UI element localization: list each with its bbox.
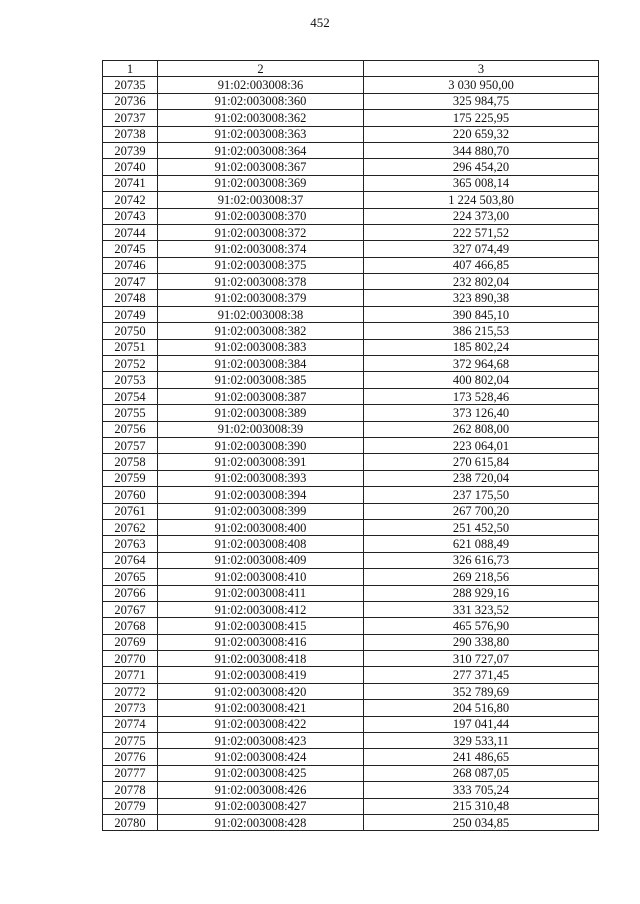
table-row (103, 142, 599, 158)
cadastral-number-cell: 91:02:003008:360 (158, 93, 364, 109)
table-row (103, 241, 599, 257)
table-row (103, 323, 599, 339)
cadastral-value-cell: 241 486,65 (364, 749, 599, 765)
table-header-row (103, 61, 599, 77)
table-row (103, 372, 599, 388)
row-number-cell: 20746 (103, 257, 158, 273)
row-number-cell: 20762 (103, 519, 158, 535)
cadastral-value-cell: 237 175,50 (364, 487, 599, 503)
table-row (103, 601, 599, 617)
cadastral-value-cell: 290 338,80 (364, 634, 599, 650)
cadastral-number-cell: 91:02:003008:36 (158, 77, 364, 93)
cadastral-value-cell: 386 215,53 (364, 323, 599, 339)
cadastral-value-cell: 621 088,49 (364, 536, 599, 552)
cadastral-number-cell: 91:02:003008:37 (158, 192, 364, 208)
table-row (103, 683, 599, 699)
row-number-cell: 20753 (103, 372, 158, 388)
row-number-cell: 20772 (103, 683, 158, 699)
row-number-cell: 20768 (103, 618, 158, 634)
cadastral-number-cell: 91:02:003008:425 (158, 765, 364, 781)
row-number-cell: 20736 (103, 93, 158, 109)
table-row (103, 667, 599, 683)
cadastral-value-cell: 327 074,49 (364, 241, 599, 257)
row-number-cell: 20756 (103, 421, 158, 437)
row-number-cell: 20778 (103, 782, 158, 798)
row-number-cell: 20747 (103, 274, 158, 290)
table-row (103, 77, 599, 93)
cadastral-value-cell: 344 880,70 (364, 142, 599, 158)
cadastral-number-cell: 91:02:003008:416 (158, 634, 364, 650)
table-row (103, 765, 599, 781)
row-number-cell: 20766 (103, 585, 158, 601)
row-number-cell: 20773 (103, 700, 158, 716)
cadastral-value-cell: 352 789,69 (364, 683, 599, 699)
cadastral-value-cell: 224 373,00 (364, 208, 599, 224)
cadastral-value-cell: 268 087,05 (364, 765, 599, 781)
row-number-cell: 20743 (103, 208, 158, 224)
row-number-cell: 20748 (103, 290, 158, 306)
cadastral-number-cell: 91:02:003008:374 (158, 241, 364, 257)
table-row (103, 306, 599, 322)
cadastral-number-cell: 91:02:003008:420 (158, 683, 364, 699)
cadastral-number-cell: 91:02:003008:408 (158, 536, 364, 552)
cadastral-number-cell: 91:02:003008:379 (158, 290, 364, 306)
table-row (103, 421, 599, 437)
cadastral-value-cell: 325 984,75 (364, 93, 599, 109)
table-row (103, 503, 599, 519)
cadastral-number-cell: 91:02:003008:400 (158, 519, 364, 535)
row-number-cell: 20780 (103, 814, 158, 830)
table-row (103, 733, 599, 749)
cadastral-number-cell: 91:02:003008:369 (158, 175, 364, 191)
cadastral-number-cell: 91:02:003008:410 (158, 569, 364, 585)
table-row (103, 716, 599, 732)
cadastral-value-cell: 220 659,32 (364, 126, 599, 142)
table-row (103, 634, 599, 650)
cadastral-number-cell: 91:02:003008:382 (158, 323, 364, 339)
cadastral-value-cell: 3 030 950,00 (364, 77, 599, 93)
registry-table (102, 60, 599, 831)
cadastral-value-cell: 232 802,04 (364, 274, 599, 290)
table-row (103, 192, 599, 208)
table-row (103, 339, 599, 355)
row-number-cell: 20761 (103, 503, 158, 519)
cadastral-number-cell: 91:02:003008:418 (158, 651, 364, 667)
table-row (103, 651, 599, 667)
cadastral-number-cell: 91:02:003008:394 (158, 487, 364, 503)
cadastral-value-cell: 175 225,95 (364, 110, 599, 126)
cadastral-value-cell: 390 845,10 (364, 306, 599, 322)
table-row (103, 552, 599, 568)
cadastral-number-cell: 91:02:003008:387 (158, 388, 364, 404)
table-row (103, 257, 599, 273)
page-number: 452 (310, 15, 330, 30)
cadastral-number-cell: 91:02:003008:375 (158, 257, 364, 273)
column-header-2: 2 (158, 61, 364, 77)
cadastral-value-cell: 262 808,00 (364, 421, 599, 437)
cadastral-value-cell: 400 802,04 (364, 372, 599, 388)
row-number-cell: 20767 (103, 601, 158, 617)
cadastral-value-cell: 267 700,20 (364, 503, 599, 519)
cadastral-number-cell: 91:02:003008:370 (158, 208, 364, 224)
row-number-cell: 20759 (103, 470, 158, 486)
cadastral-number-cell: 91:02:003008:412 (158, 601, 364, 617)
row-number-cell: 20755 (103, 405, 158, 421)
row-number-cell: 20738 (103, 126, 158, 142)
cadastral-value-cell: 173 528,46 (364, 388, 599, 404)
cadastral-number-cell: 91:02:003008:409 (158, 552, 364, 568)
row-number-cell: 20775 (103, 733, 158, 749)
row-number-cell: 20750 (103, 323, 158, 339)
cadastral-number-cell: 91:02:003008:424 (158, 749, 364, 765)
table-row (103, 110, 599, 126)
cadastral-value-cell: 407 466,85 (364, 257, 599, 273)
cadastral-value-cell: 326 616,73 (364, 552, 599, 568)
cadastral-value-cell: 238 720,04 (364, 470, 599, 486)
row-number-cell: 20757 (103, 437, 158, 453)
table-row (103, 487, 599, 503)
cadastral-value-cell: 204 516,80 (364, 700, 599, 716)
cadastral-value-cell: 277 371,45 (364, 667, 599, 683)
cadastral-number-cell: 91:02:003008:426 (158, 782, 364, 798)
cadastral-number-cell: 91:02:003008:419 (158, 667, 364, 683)
table-row (103, 700, 599, 716)
table-row (103, 175, 599, 191)
table-row (103, 618, 599, 634)
table-row (103, 93, 599, 109)
cadastral-value-cell: 365 008,14 (364, 175, 599, 191)
row-number-cell: 20758 (103, 454, 158, 470)
cadastral-number-cell: 91:02:003008:363 (158, 126, 364, 142)
row-number-cell: 20769 (103, 634, 158, 650)
cadastral-number-cell: 91:02:003008:378 (158, 274, 364, 290)
cadastral-value-cell: 223 064,01 (364, 437, 599, 453)
row-number-cell: 20774 (103, 716, 158, 732)
table-row (103, 224, 599, 240)
cadastral-number-cell: 91:02:003008:415 (158, 618, 364, 634)
table-row (103, 798, 599, 814)
cadastral-value-cell: 329 533,11 (364, 733, 599, 749)
cadastral-number-cell: 91:02:003008:384 (158, 356, 364, 372)
table-row (103, 388, 599, 404)
row-number-cell: 20745 (103, 241, 158, 257)
cadastral-value-cell: 310 727,07 (364, 651, 599, 667)
table-row (103, 208, 599, 224)
cadastral-number-cell: 91:02:003008:422 (158, 716, 364, 732)
row-number-cell: 20777 (103, 765, 158, 781)
cadastral-number-cell: 91:02:003008:427 (158, 798, 364, 814)
cadastral-number-cell: 91:02:003008:411 (158, 585, 364, 601)
row-number-cell: 20737 (103, 110, 158, 126)
table-row (103, 814, 599, 830)
row-number-cell: 20740 (103, 159, 158, 175)
row-number-cell: 20741 (103, 175, 158, 191)
cadastral-number-cell: 91:02:003008:389 (158, 405, 364, 421)
cadastral-number-cell: 91:02:003008:38 (158, 306, 364, 322)
table-row (103, 519, 599, 535)
table-row (103, 782, 599, 798)
cadastral-value-cell: 250 034,85 (364, 814, 599, 830)
cadastral-number-cell: 91:02:003008:393 (158, 470, 364, 486)
cadastral-number-cell: 91:02:003008:421 (158, 700, 364, 716)
row-number-cell: 20765 (103, 569, 158, 585)
cadastral-value-cell: 197 041,44 (364, 716, 599, 732)
cadastral-value-cell: 222 571,52 (364, 224, 599, 240)
cadastral-number-cell: 91:02:003008:367 (158, 159, 364, 175)
cadastral-number-cell: 91:02:003008:428 (158, 814, 364, 830)
row-number-cell: 20770 (103, 651, 158, 667)
row-number-cell: 20779 (103, 798, 158, 814)
cadastral-value-cell: 333 705,24 (364, 782, 599, 798)
table-row (103, 569, 599, 585)
table-row (103, 290, 599, 306)
cadastral-value-cell: 372 964,68 (364, 356, 599, 372)
cadastral-number-cell: 91:02:003008:39 (158, 421, 364, 437)
row-number-cell: 20742 (103, 192, 158, 208)
cadastral-number-cell: 91:02:003008:364 (158, 142, 364, 158)
cadastral-number-cell: 91:02:003008:372 (158, 224, 364, 240)
table-row (103, 454, 599, 470)
row-number-cell: 20776 (103, 749, 158, 765)
row-number-cell: 20751 (103, 339, 158, 355)
column-header-1: 1 (103, 61, 158, 77)
table-row (103, 470, 599, 486)
cadastral-value-cell: 269 218,56 (364, 569, 599, 585)
table-row (103, 159, 599, 175)
cadastral-value-cell: 465 576,90 (364, 618, 599, 634)
row-number-cell: 20754 (103, 388, 158, 404)
cadastral-value-cell: 288 929,16 (364, 585, 599, 601)
row-number-cell: 20744 (103, 224, 158, 240)
cadastral-value-cell: 215 310,48 (364, 798, 599, 814)
row-number-cell: 20764 (103, 552, 158, 568)
table-row (103, 274, 599, 290)
cadastral-number-cell: 91:02:003008:391 (158, 454, 364, 470)
cadastral-number-cell: 91:02:003008:390 (158, 437, 364, 453)
table-row (103, 749, 599, 765)
table-row (103, 356, 599, 372)
cadastral-value-cell: 331 323,52 (364, 601, 599, 617)
cadastral-value-cell: 323 890,38 (364, 290, 599, 306)
cadastral-value-cell: 185 802,24 (364, 339, 599, 355)
cadastral-value-cell: 270 615,84 (364, 454, 599, 470)
row-number-cell: 20752 (103, 356, 158, 372)
cadastral-number-cell: 91:02:003008:423 (158, 733, 364, 749)
table-body (103, 77, 599, 831)
row-number-cell: 20749 (103, 306, 158, 322)
cadastral-value-cell: 296 454,20 (364, 159, 599, 175)
row-number-cell: 20739 (103, 142, 158, 158)
table-row (103, 437, 599, 453)
row-number-cell: 20735 (103, 77, 158, 93)
table-row (103, 405, 599, 421)
table-row (103, 536, 599, 552)
cadastral-value-cell: 1 224 503,80 (364, 192, 599, 208)
cadastral-number-cell: 91:02:003008:362 (158, 110, 364, 126)
cadastral-number-cell: 91:02:003008:383 (158, 339, 364, 355)
cadastral-number-cell: 91:02:003008:399 (158, 503, 364, 519)
cadastral-number-cell: 91:02:003008:385 (158, 372, 364, 388)
table-row (103, 126, 599, 142)
row-number-cell: 20760 (103, 487, 158, 503)
column-header-3: 3 (364, 61, 599, 77)
cadastral-value-cell: 373 126,40 (364, 405, 599, 421)
table-row (103, 585, 599, 601)
cadastral-value-cell: 251 452,50 (364, 519, 599, 535)
row-number-cell: 20763 (103, 536, 158, 552)
row-number-cell: 20771 (103, 667, 158, 683)
